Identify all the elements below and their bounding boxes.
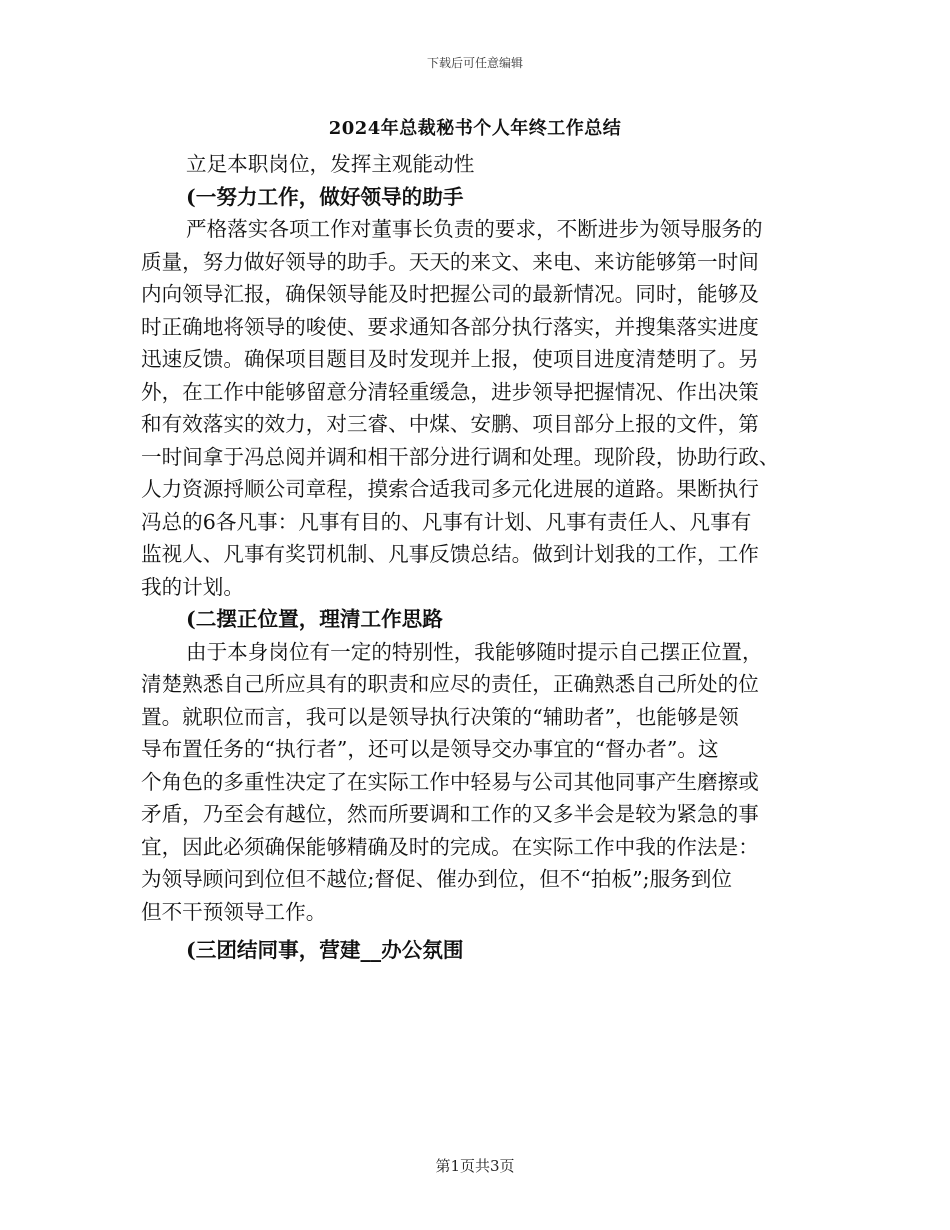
section2-paragraph-line: 个角色的多重性决定了在实际工作中轻易与公司其他同事产生磨擦或 — [141, 769, 759, 794]
document-title: 2024年总裁秘书个人年终工作总结 — [328, 118, 622, 139]
section2-paragraph-line: 由于本身岗位有一定的特别性，我能够随时提示自己摆正位置， — [186, 639, 763, 664]
document-body — [141, 148, 806, 967]
intro-line: 立足本职岗位，发挥主观能动性 — [186, 152, 475, 176]
section2-paragraph-line: 但不干预领导工作。 — [141, 899, 327, 924]
section2-paragraph-line: 导布置任务的“执行者”，还可以是领导交办事宜的“督办者”。这 — [141, 737, 719, 761]
section1-paragraph-line: 时正确地将领导的唆使、要求通知各部分执行落实，并搜集落实进度 — [141, 314, 759, 339]
page-footer: 第1页共3页 — [435, 1157, 515, 1175]
section2-paragraph-line: 置。就职位而言，我可以是领导执行决策的“辅助者”，也能够是领 — [141, 704, 739, 729]
section1-paragraph-line: 我的计划。 — [141, 574, 244, 599]
section1-paragraph-line: 人力资源捋顺公司章程，摸索合适我司多元化进展的道路。果断执行 — [141, 477, 759, 501]
section1-paragraph-line: 监视人、凡事有奖罚机制、凡事反馈总结。做到计划我的工作，工作 — [141, 542, 759, 566]
section3-heading: (三团结同事，营建__办公氛围 — [186, 938, 464, 962]
section2-paragraph-line: 为领导顾问到位但不越位;督促、催办到位，但不“拍板”;服务到位 — [141, 867, 732, 891]
section1-paragraph-line: 迅速反馈。确保项目题目及时发现并上报，使项目进度清楚明了。另 — [141, 347, 759, 371]
section1-paragraph-line: 冯总的6各凡事：凡事有目的、凡事有计划、凡事有责任人、凡事有 — [141, 509, 752, 534]
section2-paragraph-line: 矛盾，乃至会有越位，然而所要调和工作的又多半会是较为紧急的事 — [141, 802, 759, 826]
section1-paragraph-line: 内向领导汇报，确保领导能及时把握公司的最新情况。同时，能够及 — [141, 282, 759, 306]
section1-heading: (一努力工作，做好领导的助手 — [186, 184, 464, 209]
section1-paragraph-line: 严格落实各项工作对董事长负责的要求，不断进步为领导服务的 — [186, 217, 763, 241]
section1-paragraph-line: 和有效落实的效力，对三睿、中煤、安鹏、项目部分上报的文件，第 — [141, 412, 759, 436]
section2-paragraph-line: 宜，因此必须确保能够精确及时的完成。在实际工作中我的作法是： — [141, 834, 759, 859]
section1-paragraph-line: 一时间拿于冯总阅并调和相干部分进行调和处理。现阶段，协助行政、 — [141, 444, 780, 469]
section2-heading: (二摆正位置，理清工作思路 — [186, 607, 443, 631]
section1-paragraph-line: 外，在工作中能够留意分清轻重缓急，进步领导把握情况、作出决策 — [141, 379, 759, 404]
header-note: 下载后可任意编辑 — [426, 56, 523, 70]
section1-paragraph-line: 质量，努力做好领导的助手。天天的来文、来电、来访能够第一时间 — [141, 249, 759, 274]
section2-paragraph-line: 清楚熟悉自己所应具有的职责和应尽的责任，正确熟悉自己所处的位 — [141, 672, 759, 696]
